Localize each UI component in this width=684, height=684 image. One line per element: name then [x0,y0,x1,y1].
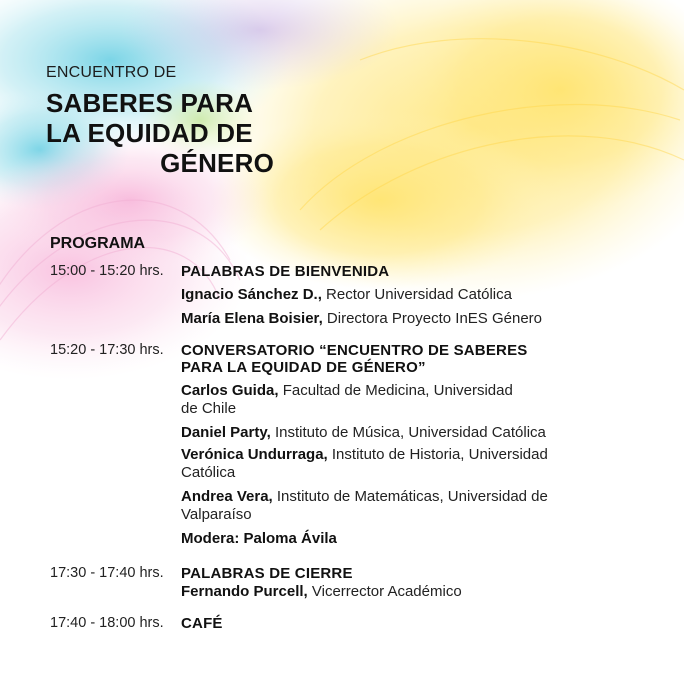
session-detail [181,615,631,632]
speaker-name: Verónica Undurraga, [181,446,328,463]
speaker [181,310,631,328]
speaker-role: Facultad de Medicina, Universidad [282,382,513,399]
speaker-name: María Elena Boisier, [181,310,323,327]
session-title: PALABRAS DE CIERRE [181,565,353,582]
moderator [181,530,631,548]
speaker-role: Instituto de Matemáticas, Universidad de [276,488,548,505]
speaker-name: Andrea Vera, [181,488,273,505]
session-time: 15:20 - 17:30 hrs. [50,342,164,358]
moderator-label: Modera: Paloma Ávila [181,530,337,547]
speaker-role-cont: Católica [181,464,236,481]
speaker-name: Ignacio Sánchez D., [181,286,322,303]
event-eyebrow: ENCUENTRO DE [46,64,177,81]
speaker-role: Instituto de Música, Universidad Católica [274,424,546,441]
title-line-1: SABERES PARA [46,88,254,118]
session-time: 15:00 - 15:20 hrs. [50,263,164,279]
speaker [181,488,631,506]
speaker [181,446,631,464]
speaker-role: Directora Proyecto InES Género [326,310,543,327]
session-detail [181,263,631,328]
programa-heading: PROGRAMA [50,235,146,252]
speaker [181,583,631,601]
speaker [181,382,631,400]
speaker-name: Carlos Guida, [181,382,279,399]
session-detail [181,565,631,601]
speaker-name: Fernando Purcell, [181,583,308,600]
speaker-role: Vicerrector Académico [311,583,462,600]
speaker-role-cont: Valparaíso [181,506,252,523]
speaker-name: Daniel Party, [181,424,271,441]
speaker-role: Rector Universidad Católica [326,286,512,303]
event-title [46,88,286,178]
session-time: 17:30 - 17:40 hrs. [50,565,164,581]
session-title-line-2: PARA LA EQUIDAD DE GÉNERO” [181,359,426,376]
session-title: PALABRAS DE BIENVENIDA [181,263,390,280]
speaker-role-cont: de Chile [181,400,237,417]
title-line-3: GÉNERO [160,148,274,178]
session-title-line-1: CONVERSATORIO “ENCUENTRO DE SABERES [181,342,528,359]
speaker [181,286,631,304]
speaker-role: Instituto de Historia, Universidad [331,446,548,463]
session-detail [181,342,631,548]
title-line-2: LA EQUIDAD DE [46,118,253,148]
session-title: CAFÉ [181,615,223,632]
session-time: 17:40 - 18:00 hrs. [50,615,164,631]
speaker [181,424,631,442]
